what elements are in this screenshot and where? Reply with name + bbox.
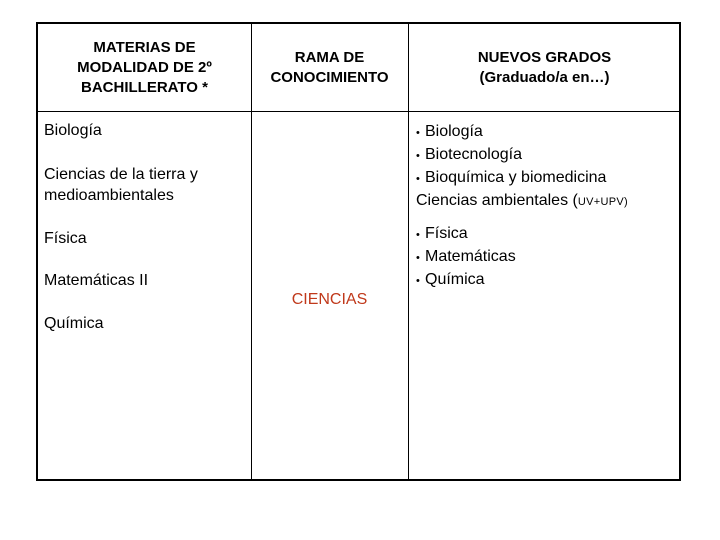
- materia-biologia: Biología: [44, 122, 102, 139]
- list-item: [416, 269, 516, 292]
- materia-quimica: Química: [44, 315, 104, 332]
- list-item: [416, 223, 516, 246]
- bullet-icon: •: [416, 252, 420, 264]
- grados-list-sciences: [416, 223, 516, 292]
- rama-conocimiento-label: CIENCIAS: [291, 291, 368, 308]
- bullet-icon: •: [416, 275, 420, 287]
- list-item: [416, 190, 628, 213]
- grado-label: Biotecnología: [425, 146, 522, 163]
- list-item: [416, 246, 516, 269]
- grado-label: Matemáticas: [425, 248, 516, 265]
- grado-label: Ciencias ambientales (: [416, 192, 578, 209]
- grados-list-biology: [416, 121, 628, 213]
- grado-label: Biología: [425, 123, 483, 140]
- list-item: [416, 167, 628, 190]
- grado-label: Bioquímica y biomedicina: [425, 169, 607, 186]
- subjects-table: [36, 22, 681, 481]
- grado-label: Física: [425, 225, 468, 242]
- list-item: [416, 121, 628, 144]
- materia-matematicas: Matemáticas II: [44, 272, 149, 289]
- grado-label: Química: [425, 271, 485, 288]
- materia-ciencias-tierra: Ciencias de la tierra y medioambientales: [44, 166, 198, 204]
- header-rama: RAMA DE CONOCIMIENTO: [270, 48, 389, 86]
- materia-fisica: Física: [44, 230, 87, 247]
- bullet-icon: •: [416, 173, 420, 185]
- bullet-icon: •: [416, 150, 420, 162]
- bullet-icon: •: [416, 127, 420, 139]
- list-item: [416, 144, 628, 167]
- header-materias: MATERIAS DE MODALIDAD DE 2º BACHILLERATO *: [77, 38, 212, 96]
- header-grados: NUEVOS GRADOS (Graduado/a en…): [477, 48, 612, 86]
- header-divider: [38, 111, 679, 112]
- university-note: UV+UPV): [577, 196, 628, 208]
- bullet-icon: •: [416, 229, 420, 241]
